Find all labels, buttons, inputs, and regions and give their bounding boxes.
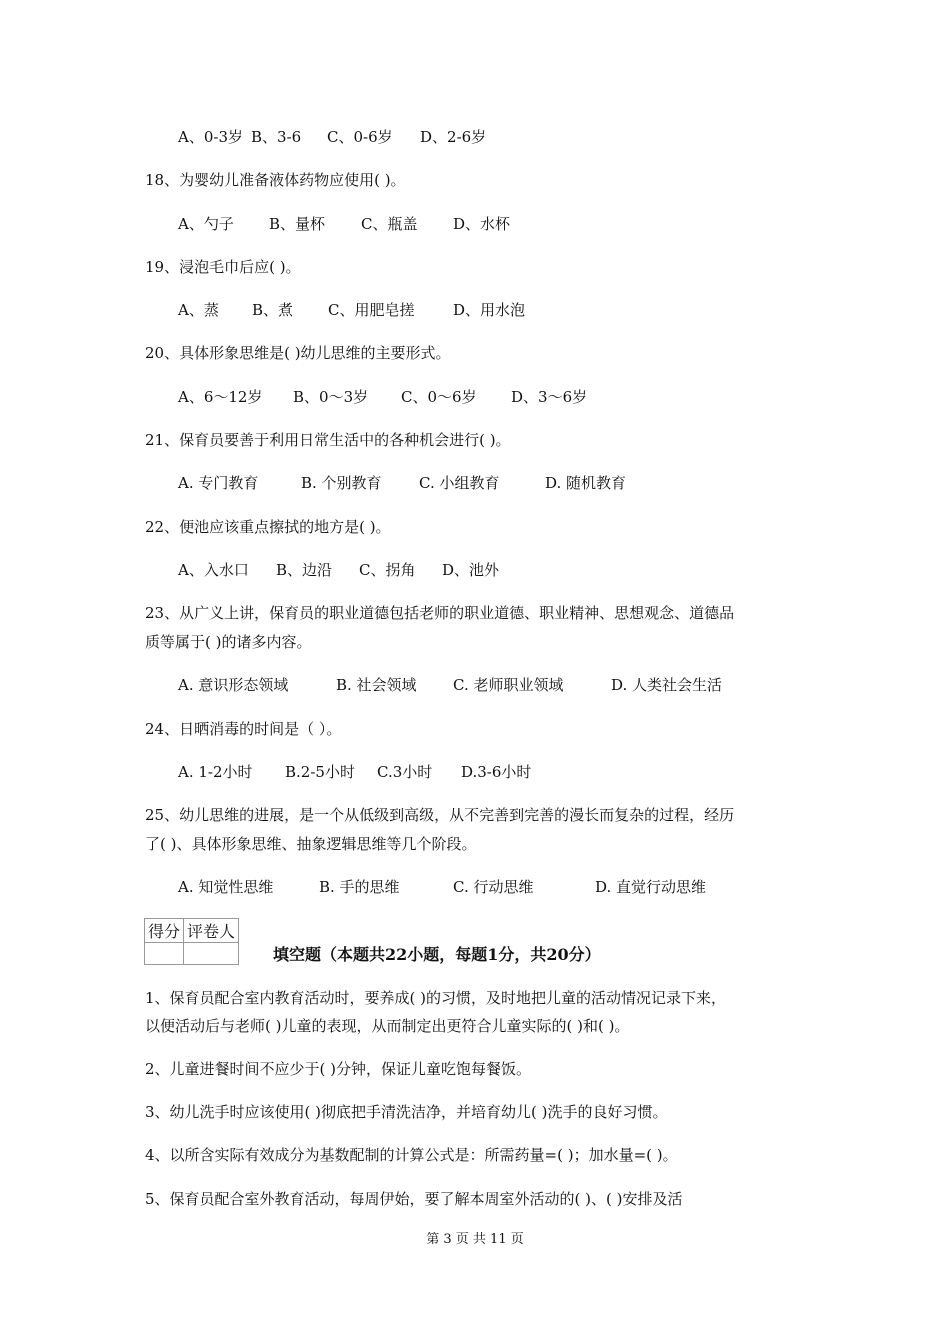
options-19	[178, 300, 525, 320]
option: A. 1-2小时	[178, 763, 253, 781]
option: C、0～6岁	[401, 388, 477, 406]
options-25	[178, 877, 706, 897]
page-footer: 第 3 页 共 11 页	[426, 1232, 524, 1247]
options-22	[178, 560, 499, 580]
option: D、2-6岁	[420, 128, 487, 146]
options-17	[178, 127, 486, 147]
option: C.3小时	[377, 763, 433, 781]
fill-1-cont: 以便活动后与老师( )儿童的表现，从而制定出更符合儿童实际的( )和( )。	[145, 1017, 630, 1035]
option: D. 人类社会生活	[611, 676, 723, 694]
options-21	[178, 473, 626, 493]
options-18	[178, 214, 510, 234]
score-cell	[145, 943, 184, 965]
fill-3: 3、幼儿洗手时应该使用( )彻底把手清洗洁净，并培育幼儿( )洗手的良好习惯。	[145, 1103, 668, 1121]
option: B、边沿	[276, 561, 333, 579]
option: B.2-5小时	[285, 763, 355, 781]
option: B、量杯	[269, 215, 326, 233]
question-18: 18、为婴幼儿准备液体药物应使用( )。	[145, 171, 406, 189]
option: C、瓶盖	[361, 215, 418, 233]
option: C、用肥皂搓	[328, 301, 415, 319]
question-21: 21、保育员要善于利用日常生活中的各种机会进行( )。	[145, 431, 511, 449]
option: A. 知觉性思维	[178, 878, 274, 896]
option: A、入水口	[178, 561, 249, 579]
question-23: 23、从广义上讲，保育员的职业道德包括老师的职业道德、职业精神、思想观念、道德品	[145, 604, 735, 622]
question-22: 22、便池应该重点擦拭的地方是( )。	[145, 518, 391, 536]
option: A、勺子	[178, 215, 234, 233]
fill-2: 2、儿童进餐时间不应少于( )分钟，保证儿童吃饱每餐饭。	[145, 1060, 532, 1078]
option: D、用水泡	[453, 301, 526, 319]
options-24	[178, 762, 531, 782]
option: C. 老师职业领域	[453, 676, 564, 694]
option: B、煮	[252, 301, 294, 319]
option: A. 专门教育	[178, 474, 259, 492]
option: C、拐角	[359, 561, 416, 579]
score-label: 得分	[145, 919, 184, 943]
option: A. 意识形态领域	[178, 676, 289, 694]
option: C. 小组教育	[419, 474, 500, 492]
option: D. 直觉行动思维	[595, 878, 707, 896]
option: B、0～3岁	[293, 388, 369, 406]
question-19: 19、浸泡毛巾后应( )。	[145, 258, 301, 276]
option: B. 个别教育	[301, 474, 382, 492]
question-25: 25、幼儿思维的进展，是一个从低级到高级，从不完善到完善的漫长而复杂的过程，经历	[145, 806, 735, 824]
option: D、3～6岁	[511, 388, 588, 406]
option: D、水杯	[453, 215, 511, 233]
option: D. 随机教育	[545, 474, 627, 492]
grader-label: 评卷人	[184, 919, 239, 943]
option: C. 行动思维	[453, 878, 534, 896]
option: C、0-6岁	[327, 128, 393, 146]
question-25-cont: 了( )、具体形象思维、抽象逻辑思维等几个阶段。	[145, 835, 477, 853]
question-24: 24、日晒消毒的时间是（ ）。	[145, 720, 342, 738]
question-20: 20、具体形象思维是( )幼儿思维的主要形式。	[145, 344, 451, 362]
option: B. 社会领域	[336, 676, 417, 694]
option: B. 手的思维	[319, 878, 400, 896]
option: A、0-3岁	[178, 128, 243, 146]
fill-1: 1、保育员配合室内教育活动时，要养成( )的习惯，及时地把儿童的活动情况记录下来，	[145, 989, 727, 1007]
grader-cell	[184, 943, 239, 965]
options-23	[178, 675, 722, 695]
fill-5: 5、保育员配合室外教育活动，每周伊始，要了解本周室外活动的( )、( )安排及活	[145, 1190, 683, 1208]
option: D.3-6小时	[461, 763, 532, 781]
section-title: 填空题（本题共22小题，每题1分，共20分）	[273, 945, 601, 964]
fill-4: 4、以所含实际有效成分为基数配制的计算公式是：所需药量=( )；加水量=( )。	[145, 1146, 678, 1164]
option: B、3-6	[251, 128, 302, 146]
question-23-cont: 质等属于( )的诸多内容。	[145, 633, 312, 651]
option: A、蒸	[178, 301, 219, 319]
option: D、池外	[442, 561, 500, 579]
score-box	[144, 918, 239, 965]
options-20	[178, 387, 587, 407]
option: A、6～12岁	[178, 388, 263, 406]
